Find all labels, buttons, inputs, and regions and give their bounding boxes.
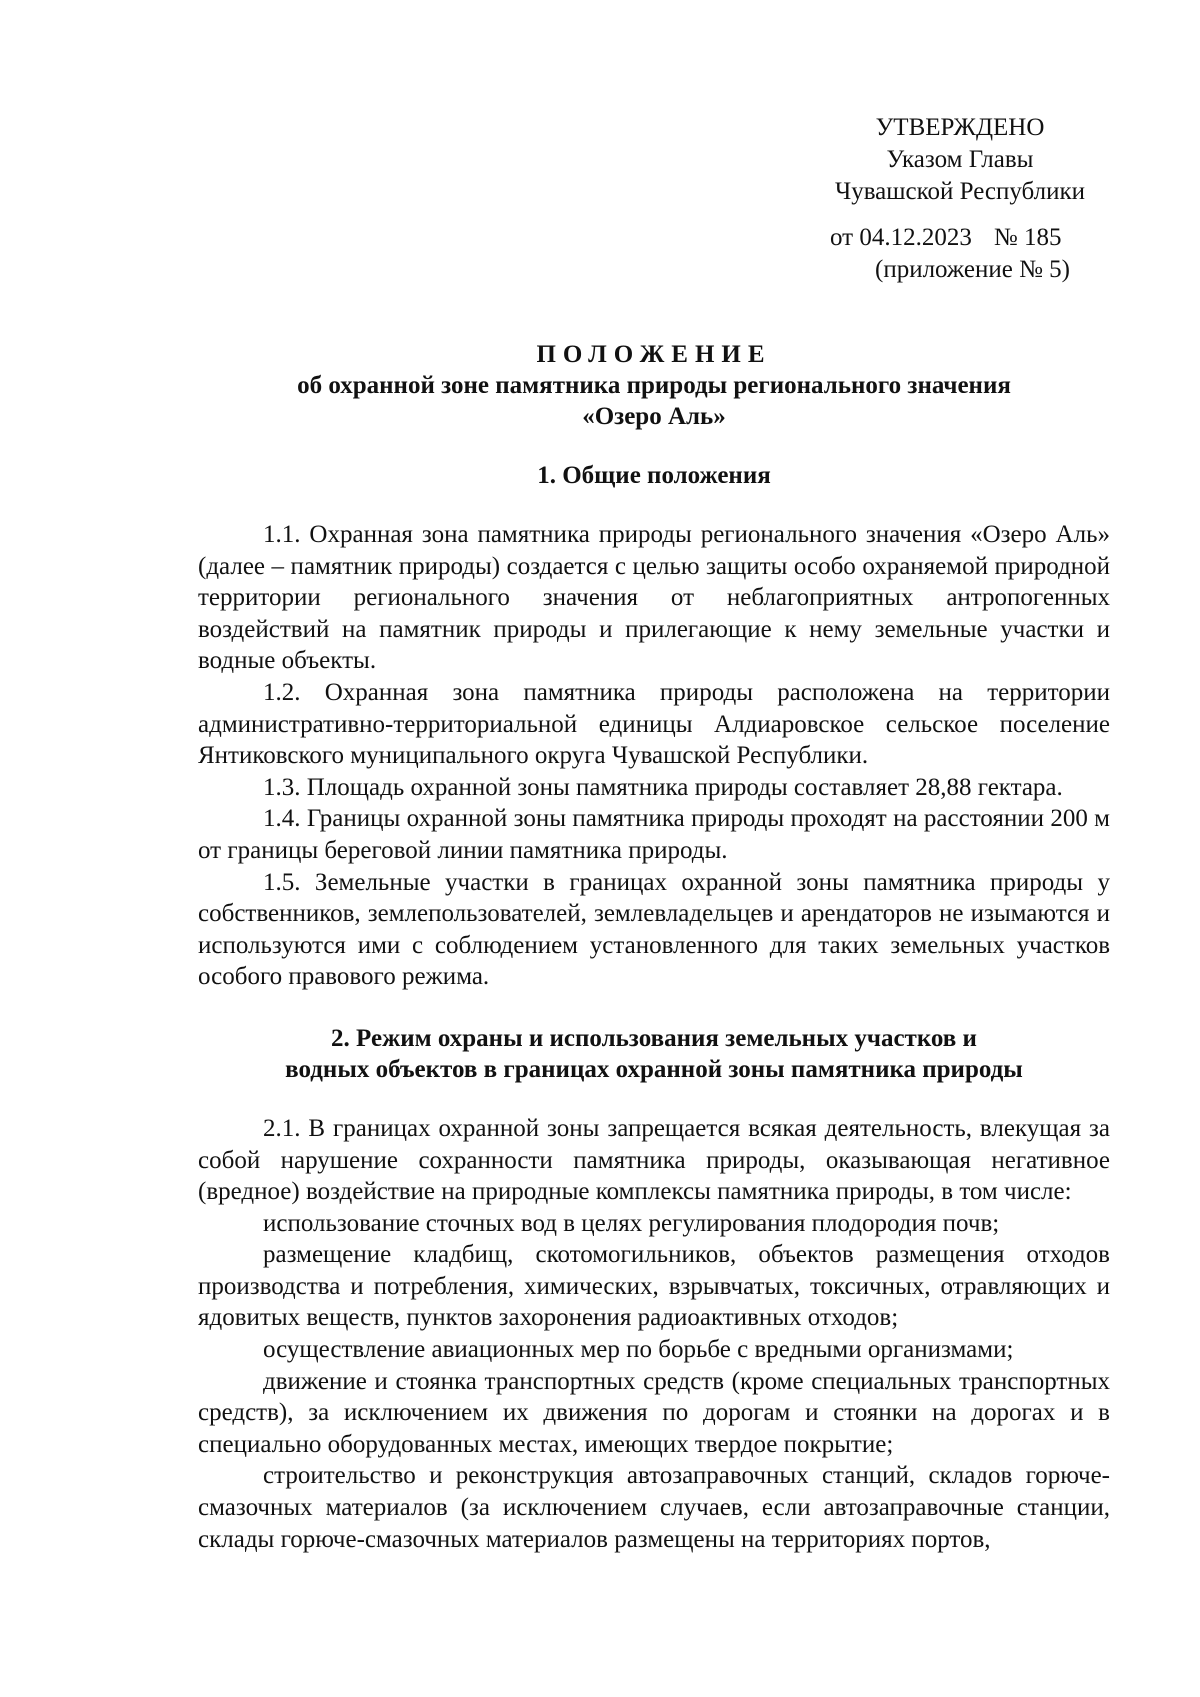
paragraph-1-2: 1.2. Охранная зона памятника природы расположена на территории административно-территориальной единицы Алдиаровское сельское поселение Янтиковского муниципального округа Чувашской Республики. [198,678,1110,770]
approval-approved: УТВЕРЖДЕНО [875,114,1045,141]
paragraph-1-3: 1.3. Площадь охранной зоны памятника природы составляет 28,88 гектара. [263,773,1063,801]
section2-heading [198,1023,1110,1085]
paragraph-1-1: 1.1. Охранная зона памятника природы регионального значения «Озеро Аль» (далее – памятник природы) создается с целью защиты особо охраняемой природной территории регионального значения от неблагоприятных антропогенных воздействий на памятник природы и прилегающие к нему земельные участки и водные объекты. [198,521,1110,675]
section2-heading-line2: водных объектов в границах охранной зоны памятника природы [285,1055,1023,1083]
paragraph-1-5: 1.5. Земельные участки в границах охранной зоны памятника природы у собственников, землепользователей, землевладельцев и арендаторов не изымаются и используются ими с соблюдением установленного для таких земельных участков особого правового режима. [198,868,1110,991]
section2-heading-line1: 2. Режим охраны и использования земельных участков и [331,1024,977,1052]
approval-stamp [790,112,1130,286]
title-block [198,340,1110,432]
approval-by-decree: Указом Главы [886,146,1034,173]
paragraph-1-4: 1.4. Границы охранной зоны памятника природы проходят на расстоянии 200 м от границы береговой линии памятника природы. [198,805,1110,864]
approval-date-line [790,222,1130,254]
document-subtitle-line1: об охранной зоне памятника природы регионального значения [297,372,1011,399]
list-item: движение и стоянка транспортных средств (кроме специальных транспортных средств), за исключением их движения по дорогам и стоянки на дорогах и в специально оборудованных местах, имеющих твердое покрытие; [198,1367,1110,1458]
list-item: строительство и реконструкция автозаправочных станций, складов горюче-смазочных материалов (за исключением случаев, если автозаправочные станции, склады горюче-смазочных материалов размещены на территориях портов, [198,1462,1110,1553]
approval-appendix: (приложение № 5) [875,256,1071,283]
list-item: осуществление авиационных мер по борьбе с вредными организмами; [263,1336,1014,1364]
paragraph-2-1: 2.1. В границах охранной зоны запрещается всякая деятельность, влекущая за собой нарушение сохранности памятника природы, оказывающая негативное (вредное) воздействие на природные комплексы памятника природы, в том числе: [198,1114,1110,1206]
list-item: размещение кладбищ, скотомогильников, объектов размещения отходов производства и потребления, химических, взрывчатых, токсичных, отравляющих и ядовитых веществ, пунктов захоронения радиоактивных отходов; [198,1241,1110,1332]
document-subtitle-line2: «Озеро Аль» [582,403,726,430]
approval-date: от 04.12.2023 [830,224,972,251]
list-item: использование сточных вод в целях регулирования плодородия почв; [263,1209,1000,1237]
document-title: ПОЛОЖЕНИЕ [536,341,772,368]
document-body [198,340,1110,1555]
section1-heading: 1. Общие положения [537,462,771,489]
approval-number: № 185 [993,224,1062,251]
approval-republic: Чувашской Республики [834,178,1086,205]
